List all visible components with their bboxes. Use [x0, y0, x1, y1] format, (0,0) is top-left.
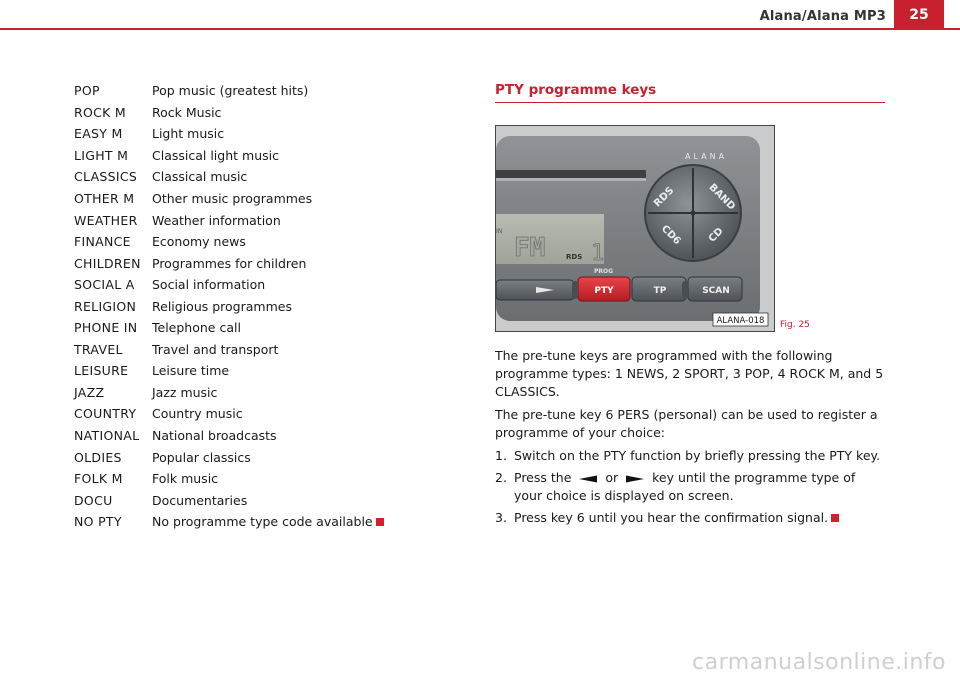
pty-row [74, 295, 384, 317]
display-rds-indicator: RDS [566, 253, 583, 261]
display-band-text: FM [514, 233, 546, 263]
personal-key-paragraph: The pre-tune key 6 PERS (personal) can be used to register a programme of your choice: [495, 407, 878, 440]
pty-code: CLASSICS [74, 169, 138, 185]
knob-label-band: BAND [706, 182, 737, 213]
pty-code: OTHER M [74, 191, 135, 206]
knob-label-cd: CD [706, 225, 726, 245]
pty-row [74, 339, 384, 361]
step-1 [495, 447, 885, 465]
pty-row [74, 511, 384, 533]
pty-description: Social information [152, 277, 266, 293]
pty-code: LEISURE [74, 363, 129, 379]
watermark: carmanualsonline.info [692, 650, 946, 675]
header-title: Alana/Alana MP3 [759, 9, 886, 24]
radio-figure [495, 125, 775, 332]
end-of-list-marker [376, 518, 384, 526]
pty-code: EASY M [74, 126, 123, 142]
pty-row [74, 360, 384, 382]
section-title: PTY programme keys [495, 82, 885, 103]
step-number: 3. [495, 510, 507, 525]
pty-description: Other music programmes [152, 191, 313, 206]
pty-code: TRAVEL [74, 341, 123, 357]
display-small-text: IN [496, 228, 503, 235]
pty-row [74, 188, 384, 210]
pty-description: Folk music [152, 471, 219, 487]
pty-code: POP [74, 83, 100, 99]
pty-description: Programmes for children [152, 255, 307, 271]
pty-row [74, 209, 384, 231]
pty-code: LIGHT M [74, 147, 129, 163]
pty-code: PHONE IN [74, 320, 138, 336]
pty-description: Documentaries [152, 492, 248, 508]
body-text [495, 347, 885, 531]
pty-description: Jazz music [152, 384, 218, 400]
prog-label: PROG [594, 268, 614, 275]
pty-code: CHILDREN [74, 255, 141, 271]
pty-row [74, 252, 384, 274]
pty-code: ROCK M [74, 104, 127, 120]
end-of-section-marker [831, 514, 839, 522]
pty-code: NO PTY [74, 514, 122, 530]
pty-description: Popular classics [152, 449, 251, 465]
scan-button-label: SCAN [702, 286, 730, 296]
pty-code: RELIGION [74, 298, 137, 314]
pty-code: OLDIES [74, 449, 122, 465]
pty-row [74, 80, 384, 102]
pty-description: Classical light music [152, 147, 279, 163]
pty-description: Country music [152, 406, 243, 422]
intro-paragraph: The pre-tune keys are programmed with the following programme types: 1 NEWS, 2 SPORT, 3 POP, 4 ROCK M, and 5 CLASSICS. [495, 348, 884, 399]
pty-description: Travel and transport [152, 341, 279, 357]
pty-description: No programme type code available [152, 511, 384, 533]
step-text: Switch on the PTY function by briefly pressing the PTY key. [514, 448, 881, 463]
pty-description: Pop music (greatest hits) [152, 83, 309, 99]
pty-description: Telephone call [152, 320, 241, 336]
brand-logo: ALANA [685, 152, 728, 161]
pty-row [74, 382, 384, 404]
pty-code: NATIONAL [74, 428, 140, 444]
pty-code: WEATHER [74, 212, 138, 228]
pty-description: Rock Music [152, 104, 222, 120]
step-text: Press key 6 until you hear the confirmation signal. [514, 509, 839, 527]
radio-display [496, 214, 604, 264]
pty-row [74, 317, 384, 339]
pty-code: SOCIAL A [74, 277, 135, 293]
step-number: 2. [495, 470, 507, 485]
header-rule [0, 28, 960, 30]
knob-label-cd6: CD6 [658, 223, 683, 248]
step-3 [495, 509, 885, 527]
pty-row [74, 231, 384, 253]
pty-row [74, 145, 384, 167]
knob-label-rds: RDS [652, 185, 677, 210]
display-preset-digit: 1 [591, 241, 605, 266]
pty-code: JAZZ [74, 384, 105, 400]
pty-row [74, 468, 384, 490]
page-number-badge: 25 [894, 0, 944, 30]
step-2 [495, 469, 885, 505]
pty-row [74, 403, 384, 425]
pty-button-label: PTY [594, 286, 614, 296]
figure-caption: Fig. 25 [780, 320, 810, 330]
step-number: 1. [495, 448, 507, 463]
pty-description: National broadcasts [152, 428, 277, 444]
pty-code: FINANCE [74, 234, 131, 250]
pty-code: COUNTRY [74, 406, 137, 422]
pty-row [74, 274, 384, 296]
pty-code-table [74, 80, 384, 532]
pty-description: Religious programmes [152, 298, 292, 314]
pty-description: Weather information [152, 212, 281, 228]
pty-row [74, 123, 384, 145]
tp-button-label: TP [653, 286, 667, 296]
pty-description: Light music [152, 126, 225, 142]
radio-illustration [496, 126, 774, 331]
pty-description: Leisure time [152, 363, 230, 379]
pty-row [74, 489, 384, 511]
pty-row [74, 166, 384, 188]
figure-id-label: ALANA-018 [716, 316, 765, 326]
step-text: Press the or key until the programme type of your choice is displayed on screen. [514, 470, 856, 503]
pty-code: FOLK M [74, 471, 123, 487]
pty-description: Economy news [152, 234, 246, 250]
pty-row [74, 102, 384, 124]
seek-left-key-icon [577, 474, 599, 484]
pty-description: Classical music [152, 169, 248, 185]
seek-right-button[interactable] [496, 280, 574, 300]
pty-row [74, 425, 384, 447]
pty-row [74, 446, 384, 468]
pty-code: DOCU [74, 492, 113, 508]
seek-right-key-icon [624, 474, 646, 484]
